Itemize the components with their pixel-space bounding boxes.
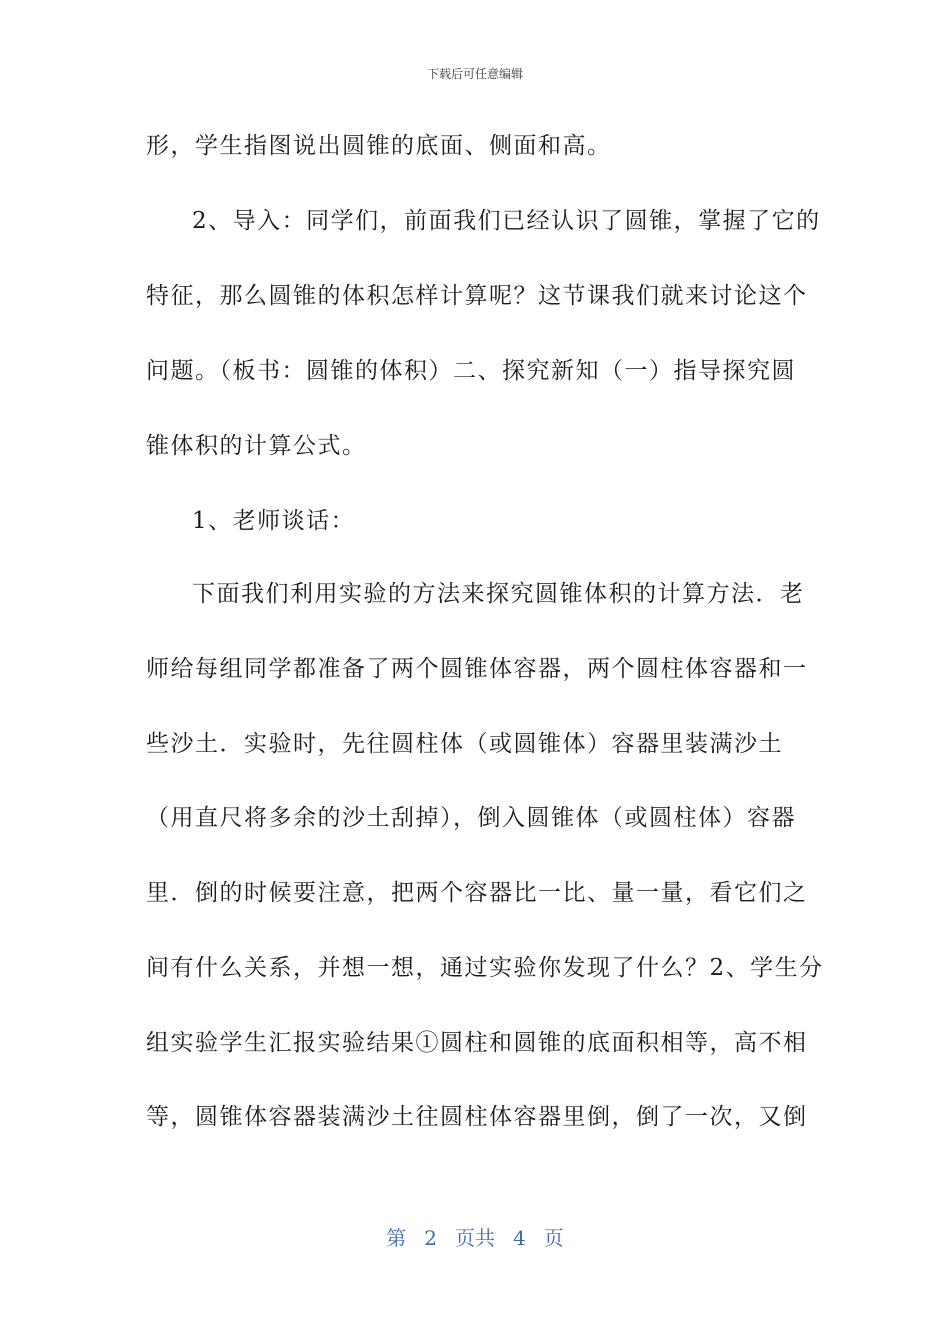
body-line-14: 等，圆锥体容器装满沙土往圆柱体容器里倒，倒了一次，又倒 — [146, 1104, 808, 1130]
footer-prefix: 第 — [386, 1226, 407, 1250]
body-line-4: 问题。（板书：圆锥的体积）二、探究新知（一）指导探究圆 — [146, 358, 796, 384]
page-footer — [0, 1224, 950, 1252]
footer-current-page: 2 — [424, 1226, 437, 1250]
footer-total-pages: 4 — [513, 1226, 526, 1250]
body-line-7: 下面我们利用实验的方法来探究圆锥体积的计算方法．老 — [192, 581, 805, 607]
body-line-12: 间有什么关系，并想一想，通过实验你发现了什么？2、学生分 — [146, 955, 824, 981]
body-line-11: 里．倒的时候要注意，把两个容器比一比、量一量，看它们之 — [146, 880, 808, 906]
body-line-6: 1、老师谈话： — [192, 508, 356, 534]
body-line-3: 特征，那么圆锥的体积怎样计算呢？这节课我们就来讨论这个 — [146, 283, 808, 309]
body-line-1: 形，学生指图说出圆锥的底面、侧面和高。 — [146, 133, 612, 159]
body-line-5: 锥体积的计算公式。 — [146, 433, 367, 459]
body-line-2: 2、导入：同学们，前面我们已经认识了圆锥，掌握了它的 — [192, 208, 821, 234]
body-line-10: （用直尺将多余的沙土刮掉），倒入圆锥体（或圆柱体）容器 — [146, 805, 796, 831]
body-line-8: 师给每组同学都准备了两个圆锥体容器，两个圆柱体容器和一 — [146, 656, 808, 682]
body-line-9: 些沙土．实验时，先往圆柱体（或圆锥体）容器里装满沙土 — [146, 731, 783, 757]
body-line-13: 组实验学生汇报实验结果①圆柱和圆锥的底面积相等，高不相 — [146, 1030, 808, 1056]
footer-suffix: 页 — [543, 1226, 564, 1250]
footer-middle: 页共 — [455, 1226, 495, 1250]
page-header-note: 下载后可任意编辑 — [426, 67, 523, 81]
